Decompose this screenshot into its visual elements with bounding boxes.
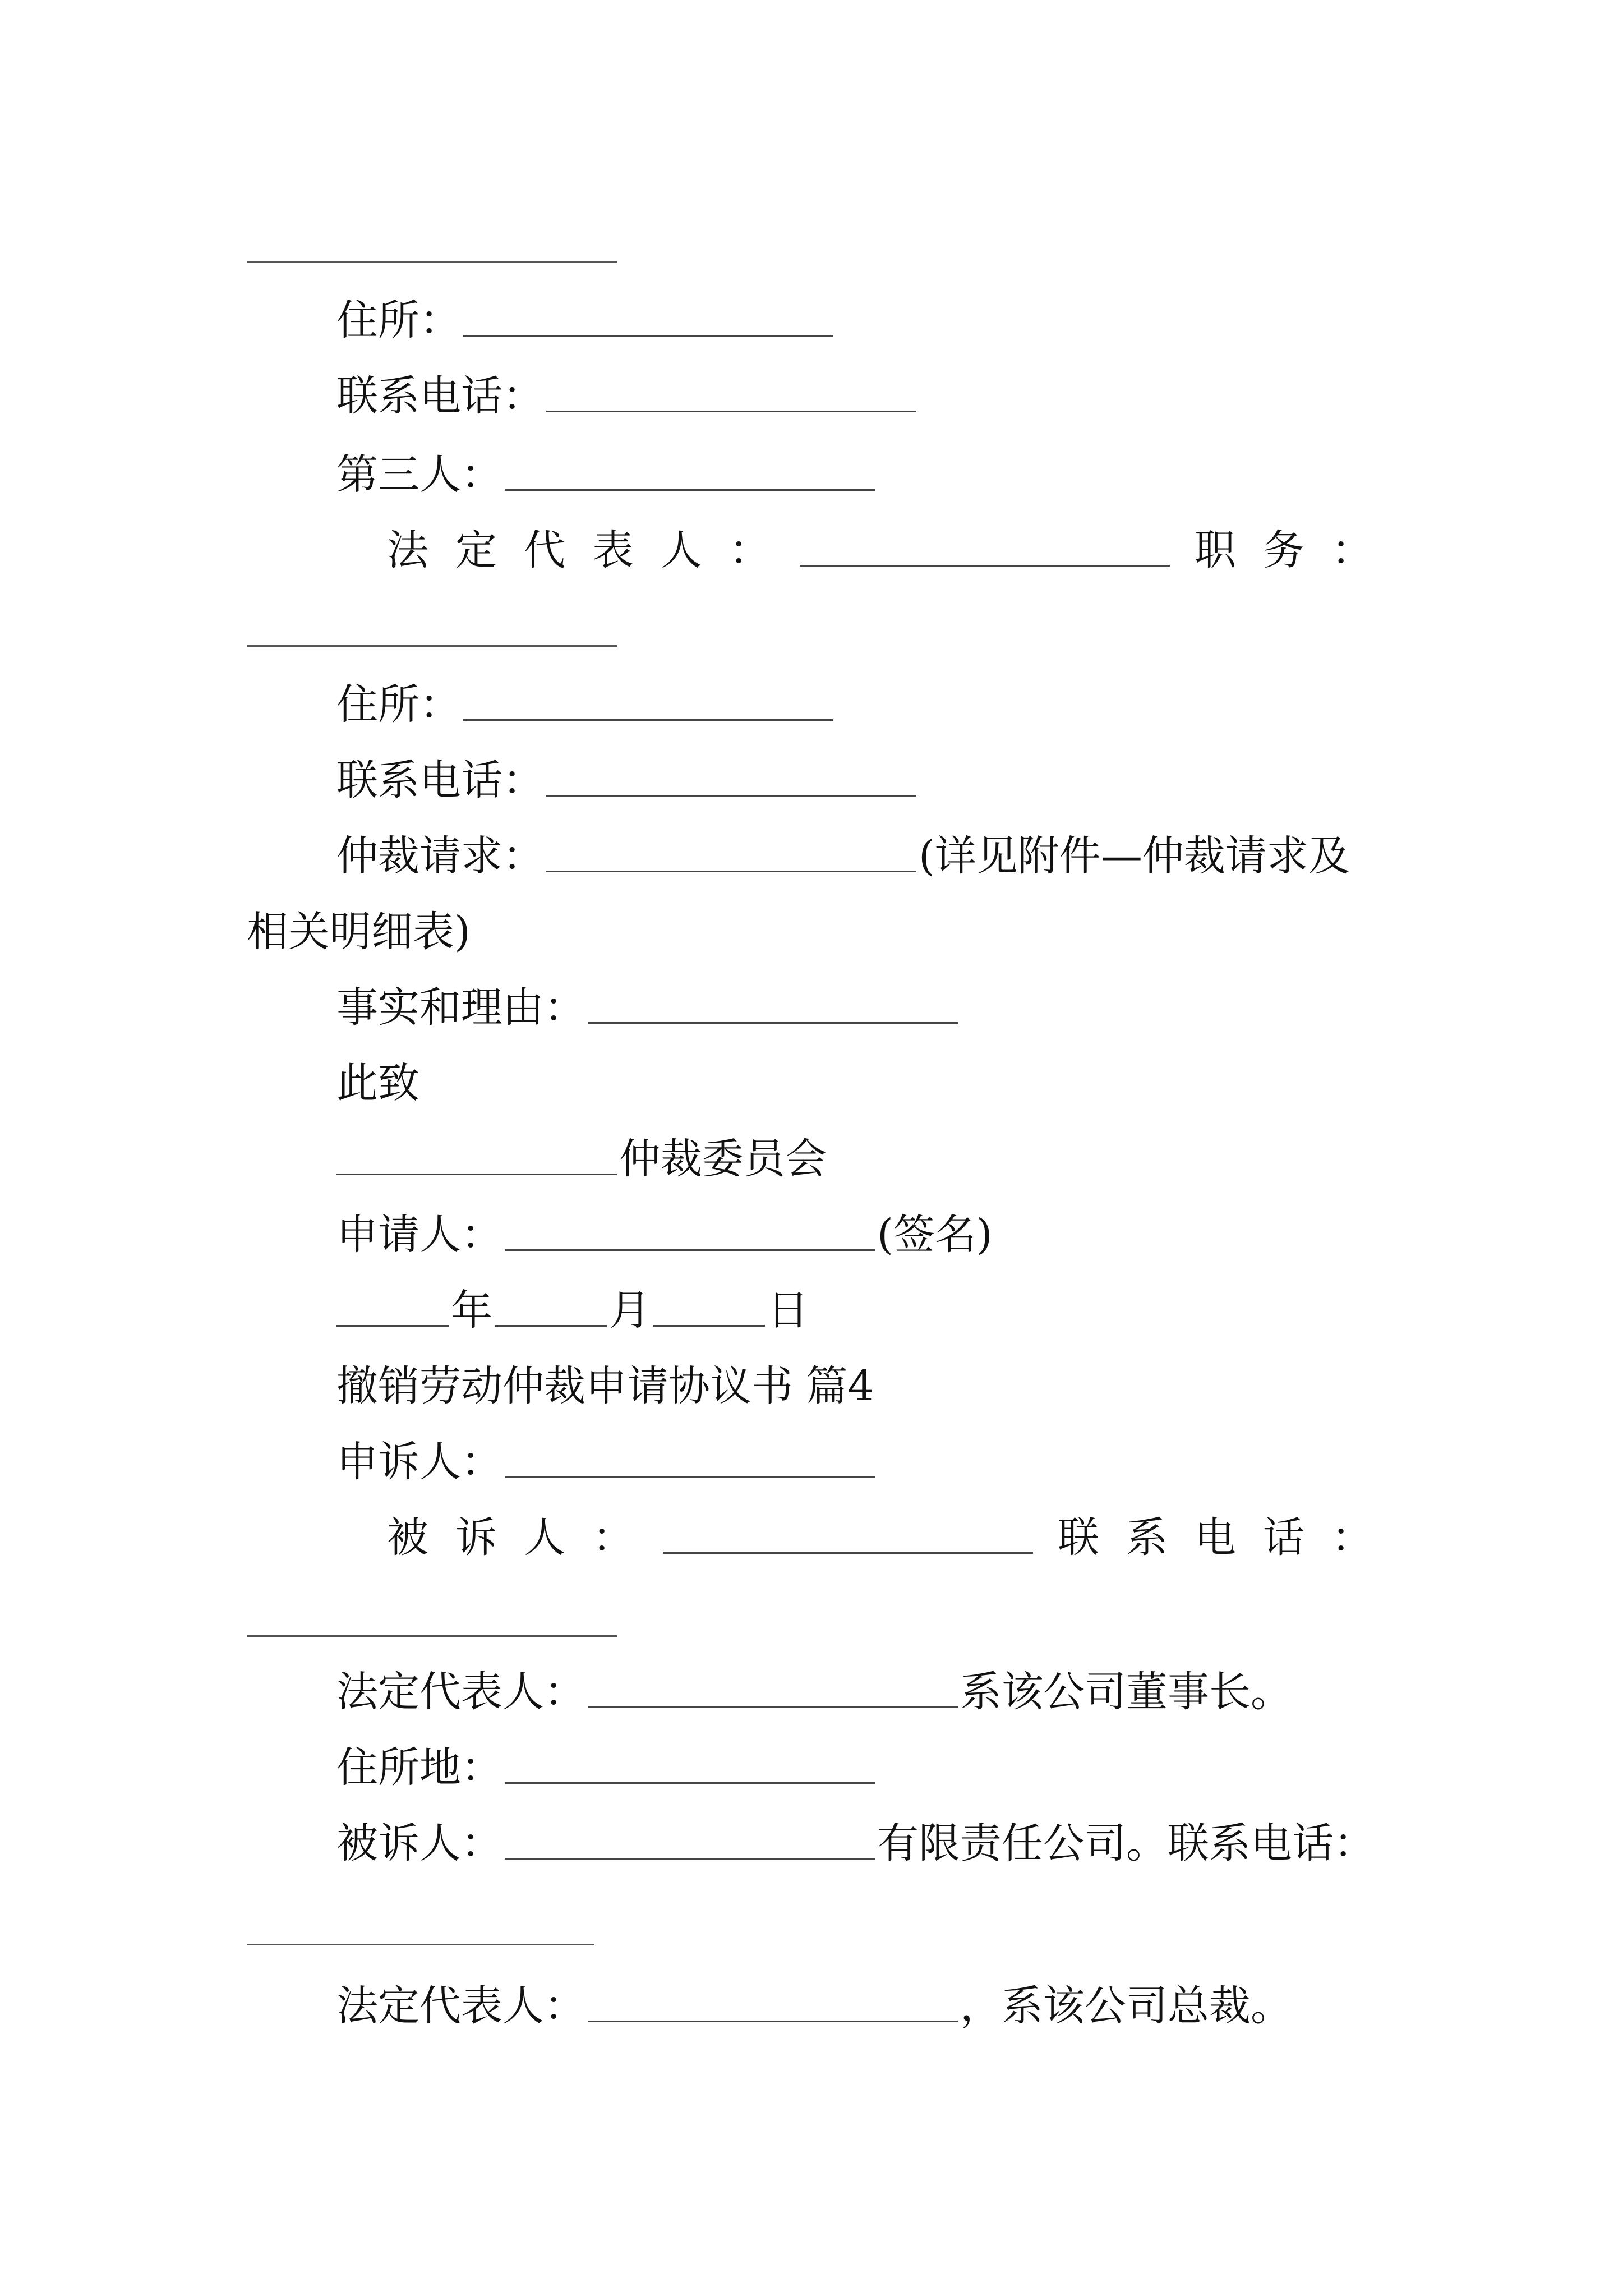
facts-label: 事实和理由： — [336, 983, 585, 1032]
phone-label: 联系电话： — [336, 372, 544, 420]
committee-line — [336, 1128, 827, 1184]
respondent-label: 被诉人： — [387, 1513, 661, 1562]
claims-line — [336, 825, 1350, 881]
blank-field — [588, 985, 958, 1024]
address-label: 住所： — [336, 296, 461, 344]
blank-line — [247, 1944, 594, 1945]
blank-field — [653, 1288, 765, 1327]
blank-field — [588, 1669, 958, 1708]
claims-note-cont: 相关明细表) — [247, 908, 471, 956]
chairman-note: 系该公司董事长。 — [960, 1668, 1292, 1716]
blank-line — [247, 645, 617, 647]
blank-line — [247, 261, 617, 263]
complainant-line — [336, 1430, 877, 1487]
complainant-label: 申诉人： — [336, 1438, 502, 1486]
cizhi-line — [336, 1052, 419, 1108]
applicant-line — [336, 1203, 993, 1259]
phone-label: 联系电话： — [336, 756, 544, 804]
month-label: 月 — [609, 1286, 651, 1335]
blank-field — [505, 1821, 875, 1860]
blank-field — [505, 1439, 875, 1478]
applicant-label: 申请人： — [336, 1211, 502, 1259]
legal-rep-label: 法定代表人： — [387, 526, 797, 574]
phone-line-1 — [336, 365, 919, 421]
blank-field — [463, 682, 833, 721]
claims-note-continued — [247, 900, 471, 956]
year-label: 年 — [451, 1286, 492, 1335]
committee-text: 仲裁委员会 — [619, 1135, 827, 1183]
blank-field — [505, 452, 875, 491]
president-note: ，系该公司总裁。 — [960, 1982, 1292, 2030]
blank-line — [247, 1635, 617, 1637]
respondent2-line — [336, 1812, 1375, 1868]
blank-field — [463, 298, 833, 337]
blank-field — [495, 1288, 607, 1327]
position-label: 职务： — [1195, 526, 1400, 574]
respondent-line — [387, 1506, 1400, 1562]
blank-field — [663, 1515, 1033, 1554]
legal-rep-line — [387, 519, 1400, 575]
blank-field — [546, 758, 916, 797]
blank-field — [546, 374, 916, 412]
address-line-2 — [336, 673, 836, 729]
third-party-line — [336, 443, 877, 499]
blank-field — [800, 528, 1170, 567]
domicile-line — [336, 1736, 877, 1792]
legal-rep-line-3 — [336, 1975, 1292, 2031]
claims-label: 仲裁请求： — [336, 832, 544, 880]
legal-rep-label: 法定代表人： — [336, 1668, 585, 1716]
date-line — [336, 1279, 809, 1335]
third-party-label: 第三人： — [336, 450, 502, 499]
company-note: 有限责任公司。联系电话： — [877, 1819, 1375, 1867]
blank-field — [336, 1288, 449, 1327]
legal-rep-line-2 — [336, 1660, 1292, 1717]
claims-note: (详见附件—仲裁请求及 — [919, 832, 1350, 880]
blank-field — [588, 1984, 958, 2022]
cizhi-text: 此致 — [336, 1059, 419, 1107]
blank-field — [546, 834, 916, 872]
section-title-line — [336, 1355, 874, 1411]
facts-line — [336, 976, 960, 1032]
blank-field — [505, 1745, 875, 1784]
blank-field — [505, 1212, 875, 1251]
address-line-1 — [336, 289, 836, 345]
respondent2-label: 被诉人： — [336, 1819, 502, 1867]
domicile-label: 住所地： — [336, 1743, 502, 1792]
section-title: 撤销劳动仲裁申请协议书 篇4 — [336, 1362, 874, 1410]
day-label: 日 — [767, 1286, 809, 1335]
blank-field — [336, 1137, 617, 1175]
address-label: 住所： — [336, 680, 461, 729]
legal-rep-label: 法定代表人： — [336, 1982, 585, 2030]
phone-line-2 — [336, 749, 919, 805]
respondent-phone-label: 联系电话： — [1058, 1513, 1400, 1562]
signature-note: (签名) — [877, 1211, 993, 1259]
